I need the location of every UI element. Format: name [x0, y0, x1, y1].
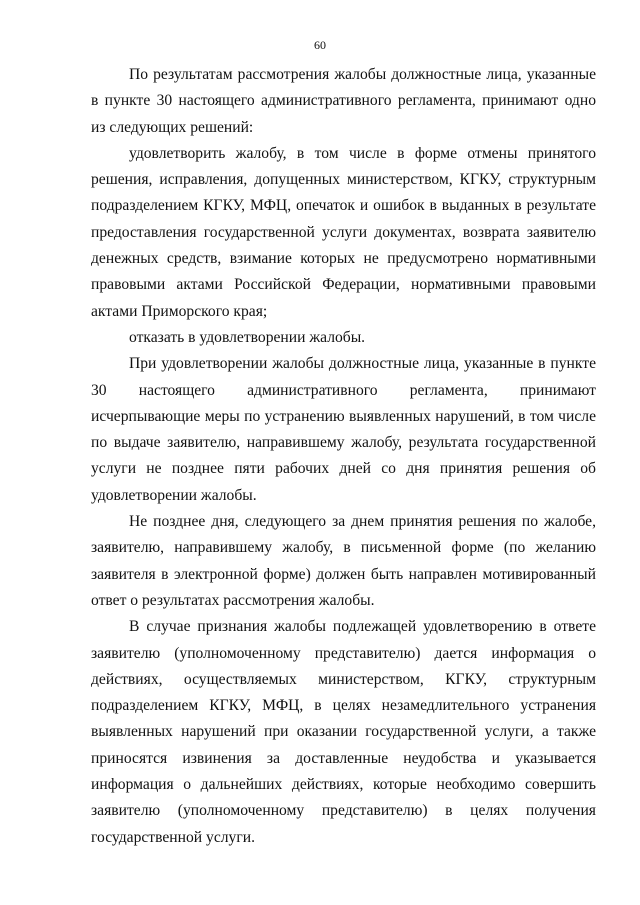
paragraph-complaint-decisions: По результатам рассмотрения жалобы должностные лица, указанные в пункте 30 настоящего административного регламента, принимают одно из следующих решений:: [91, 66, 596, 136]
paragraph-refuse-complaint: отказать в удовлетворении жалобы.: [129, 328, 366, 346]
paragraph-response-information: В случае признания жалобы подлежащей удовлетворению в ответе заявителю (уполномоченному представителю) дается информация о действиях, осуществляемых министерством, КГКУ, структурным подразделением КГКУ, МФЦ, в целях незамедлительного устранения выявленных нарушений при оказании государственной услуги, а также приносятся извинения за доставленные неудобства и указывается информация о дальнейших действиях, которые необходимо совершить заявителю (уполномоченному представителю) в целях получения государственной услуги.: [91, 618, 596, 846]
paragraph-reasoned-response: Не позднее дня, следующего за днем принятия решения по жалобе, заявителю, направившему жалобу, в письменной форме (по желанию заявителя в электронной форме) должен быть направлен мотивированный ответ о результатах рассмотрения жалобы.: [91, 513, 596, 609]
paragraph-remedy-measures: При удовлетворении жалобы должностные лица, указанные в пункте 30 настоящего административного регламента, принимают исчерпывающие меры по устранению выявленных нарушений, в том числе по выдаче заявителю, направившему жалобу, результата государственной услуги не позднее пяти рабочих дней со дня принятия решения об удовлетворении жалобы.: [91, 355, 596, 504]
paragraph-satisfy-complaint: удовлетворить жалобу, в том числе в форме отмены принятого решения, исправления, допущенных министерством, КГКУ, структурным подразделением КГКУ, МФЦ, опечаток и ошибок в выданных в результате предоставления государственной услуги документах, возврата заявителю денежных средств, взимание которых не предусмотрено нормативными правовыми актами Российской Федерации, нормативными правовыми актами Приморского края;: [91, 144, 596, 320]
document-body: [91, 62, 596, 851]
page-number: 60: [314, 38, 326, 52]
